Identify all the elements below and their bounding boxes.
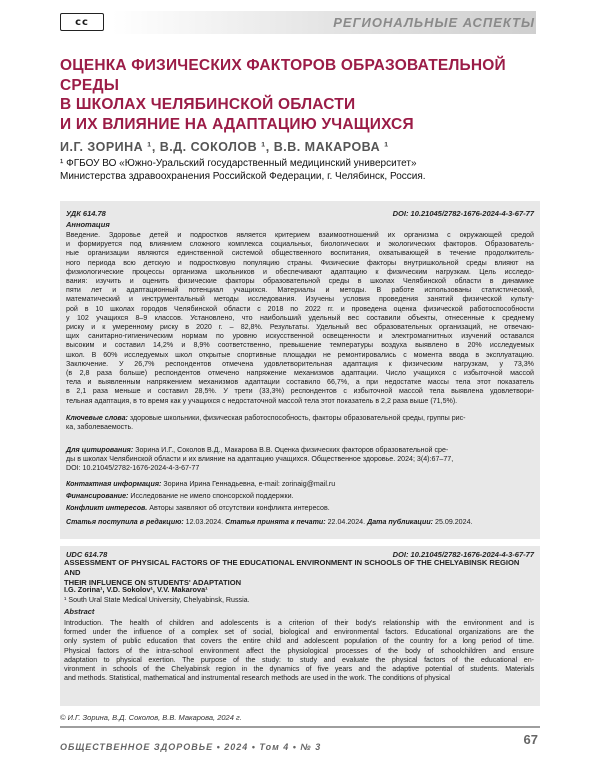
abstract-line: and methods. Statistical, mathematical and instrumental research methods are used in the work. The conditions of physical	[64, 674, 450, 683]
conflict-value: Авторы заявляют об отсутствии конфликта интересов.	[149, 504, 330, 512]
abstract-line: тела и выявленным напряжением механизмов адаптации составило 66,7%, а при недостатке массы тела этот показатель	[66, 378, 534, 387]
abstract-line: adaptation to physical exertion. The purpose of the study: to study and evaluate the physical factors of the educational en-	[64, 655, 534, 664]
title-line: ОЦЕНКА ФИЗИЧЕСКИХ ФАКТОРОВ ОБРАЗОВАТЕЛЬНОЙ СРЕДЫ	[60, 57, 506, 94]
en-title-line: ASSESSMENT OF PHYSICAL FACTORS OF THE EDUCATIONAL ENVIRONMENT IN SCHOOLS OF THE CHELYABINSK REGION AND	[64, 558, 520, 577]
abstract-line: only system of public education that covers the entire child and adolescent population of the country for a long period of time.	[64, 637, 534, 646]
abstract-line: formed under the influence of a complex set of social, biological and environmental factors. Educational organizations are the	[64, 628, 534, 637]
ru-abstract-text	[66, 231, 534, 406]
en-title-line: THEIR INFLUENCE ON STUDENTS' ADAPTATION	[64, 578, 242, 587]
abstract-line: Physical factors of the intra-school environment affect the physiological processes of the body of schoolchildren and ensure	[64, 646, 534, 655]
abstract-line: (в 2,8 раза больше) респондентов отмечено напряжение механизмов адаптации. Число учащихся с избыточной массой	[66, 369, 534, 378]
keywords-line: здоровые школьники, физическая работоспособность, факторы образовательной среды, группы рис-	[129, 414, 466, 422]
affiliation-line: ¹ ФГБОУ ВО «Южно-Уральский государственный медицинский университет»	[60, 158, 417, 169]
published-label: Дата публикации:	[367, 518, 434, 526]
en-title	[64, 558, 534, 588]
en-affiliation: ¹ South Ural State Medical University, Chelyabinsk, Russia.	[64, 596, 250, 604]
abstract-line: Введение. Здоровье детей и подростков является критерием взаимоотношений их организма с окружающей средой	[66, 231, 534, 239]
received-label: Статья поступила в редакцию:	[66, 518, 184, 526]
article-title	[60, 56, 540, 134]
abstract-line: у 102 учащихся 8–9 классов. Установлено, что наибольший удельный вес составили объекты, отнесенные к среднему	[66, 313, 534, 322]
abstract-line: математический и инструментальный методы исследования. Изучены условия проведения занятий физической культу-	[66, 295, 534, 304]
citation-line: Зорина И.Г., Соколов В.Д., Макарова В.В. Оценка физических факторов образовательной сре-	[135, 446, 449, 454]
keywords	[66, 414, 534, 432]
en-abstract-heading: Abstract	[64, 607, 95, 616]
udc-en-label: UDC 614.78	[66, 550, 108, 559]
keywords-label: Ключевые слова:	[66, 414, 128, 422]
accepted-date: 22.04.2024.	[327, 518, 366, 526]
abstract-line: вания: изучить и оценить физические факторы образовательной среды в школах Челябинской области в динамике	[66, 277, 534, 286]
abstract-line: в 2,1 раза меньше и составил 28,5%. У трети (33,3%) респондентов с избыточной массой тела выявлена удовлетвори-	[66, 387, 534, 396]
udc-label: УДК 614.78	[66, 209, 106, 218]
title-line: В ШКОЛАХ ЧЕЛЯБИНСКОЙ ОБЛАСТИ	[60, 96, 356, 113]
copyright: © И.Г. Зорина, В.Д. Соколов, В.В. Макарова, 2024 г.	[60, 713, 242, 722]
page-header	[0, 0, 600, 36]
doi-en-label: DOI: 10.21045/2782-1676-2024-4-3-67-77	[392, 550, 534, 559]
annotation-heading: Аннотация	[66, 220, 110, 229]
en-authors: I.G. Zorina¹, V.D. Sokolov¹, V.V. Makarova¹	[64, 585, 208, 594]
abstract-line: тельная адаптация, в то время как у учащихся с недостаточной массой тела этот показатель в 2,2 раза выше (71,5%).	[66, 396, 458, 405]
funding	[66, 492, 534, 501]
abstract-line: пяти лет и адаптационный потенциал учащихся. Материалы и методы. В работе использованы статистический,	[66, 286, 534, 295]
abstract-line: vironment in schools of the Chelyabinsk region in the dynamics of five years and the adaptive potential of students. Materials	[64, 665, 534, 674]
doi-label: DOI: 10.21045/2782-1676-2024-4-3-67-77	[392, 209, 534, 218]
affiliation	[60, 157, 540, 183]
page-number: 67	[523, 732, 538, 747]
contact-value: Зорина Ирина Геннадьевна, e-mail: zorinaig@mail.ru	[163, 480, 336, 488]
abstract-line: Заключение. У 26,7% респондентов отмечена удовлетворительная адаптация к физическим нагрузкам, у 73,3%	[66, 359, 534, 368]
citation	[66, 446, 534, 474]
affiliation-line: Министерства здравоохранения Российской Федерации, г. Челябинск, Россия.	[60, 171, 426, 182]
abstract-line: щих санитарно-гигиеническим нормам по уровню искусственной освещенности и электромагнитных изучений оставался	[66, 332, 534, 341]
section-label: РЕГИОНАЛЬНЫЕ АСПЕКТЫ	[333, 15, 535, 30]
abstract-line: ные организации являются единственной системой общественного воспитания, охватывающей в течение продолжитель-	[66, 249, 534, 258]
contact-info	[66, 480, 534, 489]
conflict-label: Конфликт интересов.	[66, 504, 148, 512]
published-date: 25.09.2024.	[435, 518, 473, 526]
received-date: 12.03.2024.	[185, 518, 224, 526]
conflict	[66, 504, 534, 513]
journal-footer: ОБЩЕСТВЕННОЕ ЗДОРОВЬЕ • 2024 • Том 4 • № 3	[60, 742, 322, 752]
authors: И.Г. ЗОРИНА ¹, В.Д. СОКОЛОВ ¹, В.В. МАКАРОВА ¹	[60, 140, 389, 154]
abstract-line: высоким и составил 14,2% и 8,9% соответственно, превышение температуры воздуха выявлено в 20% исследуемых	[66, 341, 534, 350]
article-dates	[66, 518, 534, 527]
funding-label: Финансирование:	[66, 492, 129, 500]
accepted-label: Статья принята к печати:	[225, 518, 326, 526]
funding-value: Исследование не имело спонсорской поддержки.	[130, 492, 294, 500]
ru-abstract-box	[60, 201, 540, 539]
footer-divider	[60, 726, 540, 728]
abstract-line: риску и к умеренному риску в 2020 г. – 82,8%. Результаты. Удельный вес образовательных организаций, не отвечаю-	[66, 323, 534, 332]
keywords-line: ка, заболеваемость.	[66, 423, 134, 432]
cc-license-icon: cc	[60, 13, 104, 31]
abstract-line: и формируется под влиянием сложного комплекса социальных, биологических и экологических факторов. Образователь-	[66, 240, 534, 249]
contact-label: Контактная информация:	[66, 480, 162, 488]
abstract-line: физиологические процессы организма школьников и обеспечивают адаптацию к физическим нагрузкам. Цель исследо-	[66, 267, 534, 276]
citation-label: Для цитирования:	[66, 446, 134, 454]
title-line: И ИХ ВЛИЯНИЕ НА АДАПТАЦИЮ УЧАЩИХСЯ	[60, 115, 414, 133]
abstract-line: рой в 10 школах городов Челябинской области с 2018 по 2022 гг. и проведена оценка физической работоспособности	[66, 304, 534, 313]
en-abstract-text	[64, 619, 534, 683]
abstract-line: Introduction. The health of children and adolescents is a criterion of their body's relationship with the environment and is	[64, 619, 534, 627]
abstract-line: ного периода всю детскую и подростковую популяцию страны. Физические факторы внутришкольной среды влияют на	[66, 258, 534, 267]
abstract-line: школ. В 60% исследуемых школ открытые спортивные площадки не ремонтировались с момента ввода в эксплуатацию.	[66, 350, 534, 359]
citation-line: DOI: 10.21045/2782-1676-2024-4-3-67-77	[66, 464, 200, 473]
citation-line: ды в школах Челябинской области и их влияние на адаптацию учащихся. Общественное здоровье. 2024; 3(4):67–77,	[66, 455, 454, 464]
